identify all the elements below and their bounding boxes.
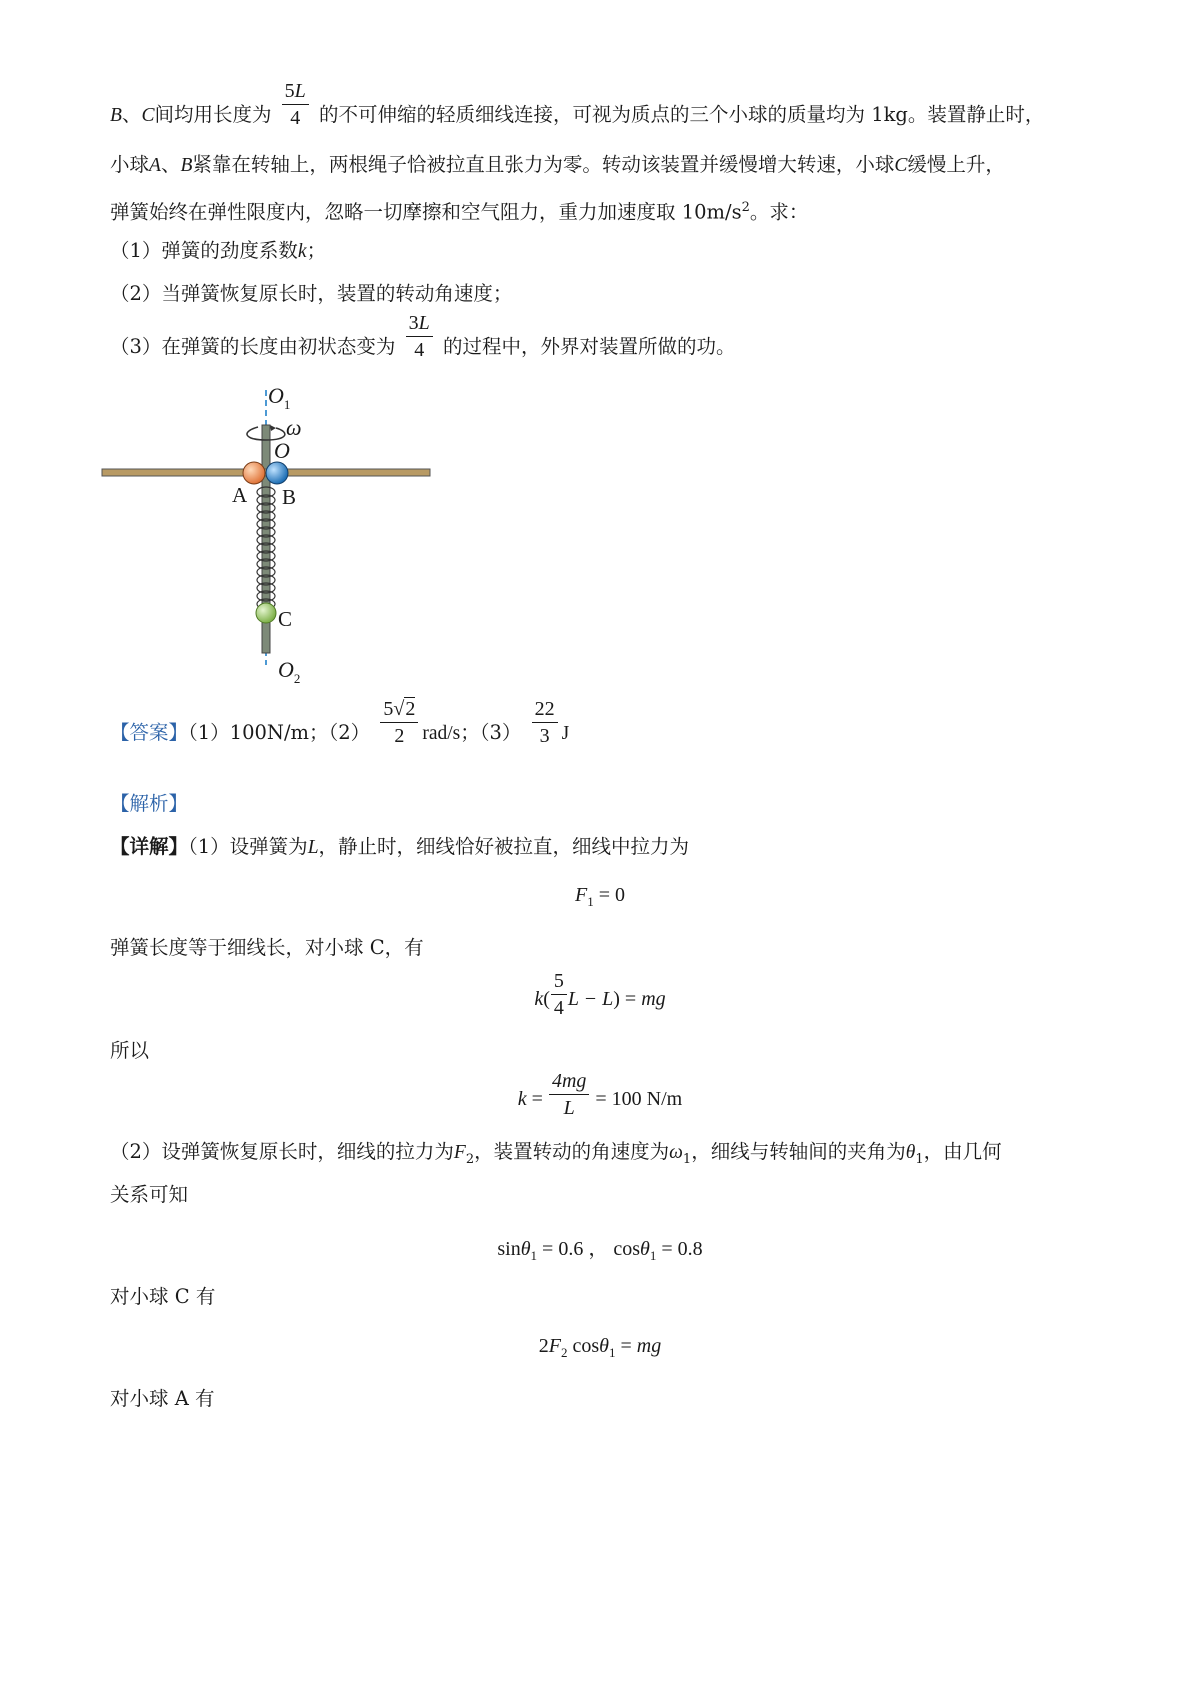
label-omega: ω — [286, 415, 302, 440]
text: 对小球 A 有 — [110, 1387, 215, 1410]
ball-A — [243, 462, 265, 484]
sub: 1 — [608, 1345, 616, 1360]
equation-ball-C — [0, 1335, 1200, 1361]
frac-den: 3 — [539, 725, 550, 747]
text: 【解析】 — [110, 792, 189, 815]
fraction-5L-4 — [282, 78, 309, 131]
var-B: B — [110, 105, 122, 126]
frac-den: 4 — [414, 339, 425, 361]
detail-line-1 — [110, 832, 689, 863]
sub: 1 — [915, 1151, 924, 1167]
text: = 0 — [593, 884, 625, 906]
var-k: k — [297, 241, 307, 262]
problem-line-2 — [110, 150, 1005, 181]
text: ，静止时，细线恰好被拉直，细线中拉力为 — [318, 835, 690, 858]
label-O: O — [274, 438, 290, 463]
equation-sin-cos — [0, 1232, 1200, 1264]
text: 关系可知 — [110, 1183, 189, 1206]
text: 缓慢上升， — [907, 153, 1005, 176]
root: 2 — [405, 698, 416, 720]
detail-tag: 【详解】 — [110, 835, 189, 858]
n: 5 — [284, 80, 295, 102]
text: 2 — [538, 1335, 549, 1357]
v: θ — [640, 1238, 650, 1260]
detail-line-3 — [110, 1036, 149, 1066]
problem-line-1 — [110, 80, 1045, 131]
v: mg — [636, 1335, 662, 1357]
label-C: C — [278, 607, 293, 631]
equation-F1 — [0, 884, 1200, 910]
arrow-head-icon — [270, 425, 276, 431]
v: θ — [905, 1142, 916, 1163]
text: ； — [306, 239, 327, 262]
ball-C — [256, 603, 276, 623]
v: L — [418, 312, 430, 334]
text: ；（3） — [460, 721, 522, 744]
var-B: B — [180, 155, 193, 176]
text: 间均用长度为 — [154, 103, 272, 126]
text: 所以 — [110, 1039, 150, 1062]
sub: 1 — [530, 1248, 538, 1263]
text: （1）设弹簧为 — [188, 835, 308, 858]
label-O1: $O_1$ — [268, 383, 291, 412]
question-3 — [110, 312, 736, 363]
text: ，由几何 — [923, 1140, 1002, 1163]
text: 紧靠在转轴上，两根绳子恰被拉直且张力为零。转动该装置并缓慢增大转速，小球 — [192, 153, 895, 176]
text: = 0.6 ， cos — [537, 1238, 640, 1260]
sub: 1 — [682, 1151, 692, 1167]
text: = — [526, 1088, 548, 1111]
v: F — [453, 1142, 466, 1163]
text: ，装置转动的角速度为 — [474, 1140, 670, 1163]
text: ，细线与转轴间的夹角为 — [691, 1140, 906, 1163]
v: F — [575, 884, 588, 906]
text: 小球 — [110, 153, 150, 176]
frac-num: 5 — [551, 968, 567, 995]
text: （2）设弹簧恢复原长时，细线的拉力为 — [110, 1140, 454, 1163]
unit: rad/s — [422, 723, 461, 744]
var-L: L — [307, 837, 319, 858]
text: 弹簧长度等于细线长，对小球 C，有 — [110, 936, 424, 959]
answer-2-fraction — [380, 696, 418, 749]
v: k — [534, 988, 544, 1011]
frac-num: 5√2 — [380, 696, 418, 723]
text: 的不可伸缩的轻质细线连接，可视为质点的三个小球的质量均为 1kg。装置静止时， — [319, 103, 1045, 126]
detail-line-7 — [110, 1384, 214, 1414]
v: F — [548, 1335, 561, 1357]
text: ( — [543, 988, 550, 1011]
text: （3）在弹簧的长度由初状态变为 — [110, 335, 396, 358]
text: 。求： — [749, 200, 809, 224]
sub: 1 — [649, 1248, 657, 1263]
frac-num: 22 — [532, 696, 558, 723]
var-A: A — [149, 155, 161, 176]
detail-line-2 — [110, 933, 424, 963]
text: cos — [567, 1335, 600, 1357]
n: 3 — [408, 312, 419, 334]
detail-line-5 — [110, 1180, 188, 1210]
var-C: C — [894, 155, 908, 176]
fraction-3L-4 — [406, 310, 433, 363]
frac-den: L — [563, 1097, 575, 1119]
detail-line-6 — [110, 1282, 215, 1312]
fraction-5-4 — [551, 968, 567, 1021]
ball-B — [266, 462, 288, 484]
text: 、 — [121, 103, 142, 126]
v: L — [294, 80, 306, 102]
v: L − L — [567, 988, 614, 1011]
answer-line — [110, 698, 570, 749]
var-C: C — [141, 105, 155, 126]
equation-spring — [0, 970, 1200, 1021]
text: 对小球 C 有 — [110, 1285, 216, 1308]
v: θ — [520, 1238, 531, 1260]
unit: J — [561, 723, 570, 744]
superscript: 2 — [741, 200, 750, 215]
frac-num: 4mg — [549, 1068, 589, 1095]
answer-3-fraction — [532, 696, 558, 749]
answer-tag: 【答案】 — [110, 721, 189, 744]
frac-den: 2 — [394, 725, 405, 747]
sub: 2 — [465, 1151, 475, 1167]
v: ω — [669, 1142, 683, 1163]
v: k — [517, 1088, 527, 1111]
text: 、 — [160, 153, 181, 176]
v: mg — [641, 988, 666, 1011]
text: 弹簧始终在弹性限度内，忽略一切摩擦和空气阻力，重力加速度取 10m/s — [110, 200, 742, 224]
frac-den: 4 — [553, 997, 564, 1019]
label-O2: $O_2$ — [278, 657, 301, 686]
text: 的过程中，外界对装置所做的功。 — [442, 335, 736, 358]
problem-line-3 — [110, 193, 808, 228]
label-B: B — [282, 485, 297, 509]
text: = 0.8 — [656, 1238, 703, 1260]
question-2 — [110, 279, 512, 309]
sub: 2 — [560, 1345, 568, 1360]
text: （1）100N/m；（2） — [188, 721, 371, 744]
text: = 100 N/m — [590, 1088, 683, 1111]
analysis-tag — [110, 789, 188, 819]
text: （1）弹簧的劲度系数 — [110, 239, 298, 262]
label-A: A — [232, 483, 248, 507]
frac-num — [406, 310, 433, 337]
detail-line-4 — [110, 1137, 1002, 1175]
frac-num — [282, 78, 309, 105]
fraction-4mg-L — [549, 1068, 589, 1121]
v: θ — [599, 1335, 609, 1357]
equation-k — [0, 1070, 1200, 1121]
question-1 — [110, 236, 326, 267]
text: sin — [497, 1238, 521, 1260]
text: = — [615, 1335, 637, 1357]
sub: 1 — [587, 894, 594, 909]
text: ) = — [613, 988, 642, 1011]
text: （2）当弹簧恢复原长时，装置的转动角速度； — [110, 282, 513, 305]
frac-den: 4 — [290, 107, 301, 129]
rotating-device-figure — [100, 380, 480, 700]
n: 5 — [383, 698, 394, 720]
